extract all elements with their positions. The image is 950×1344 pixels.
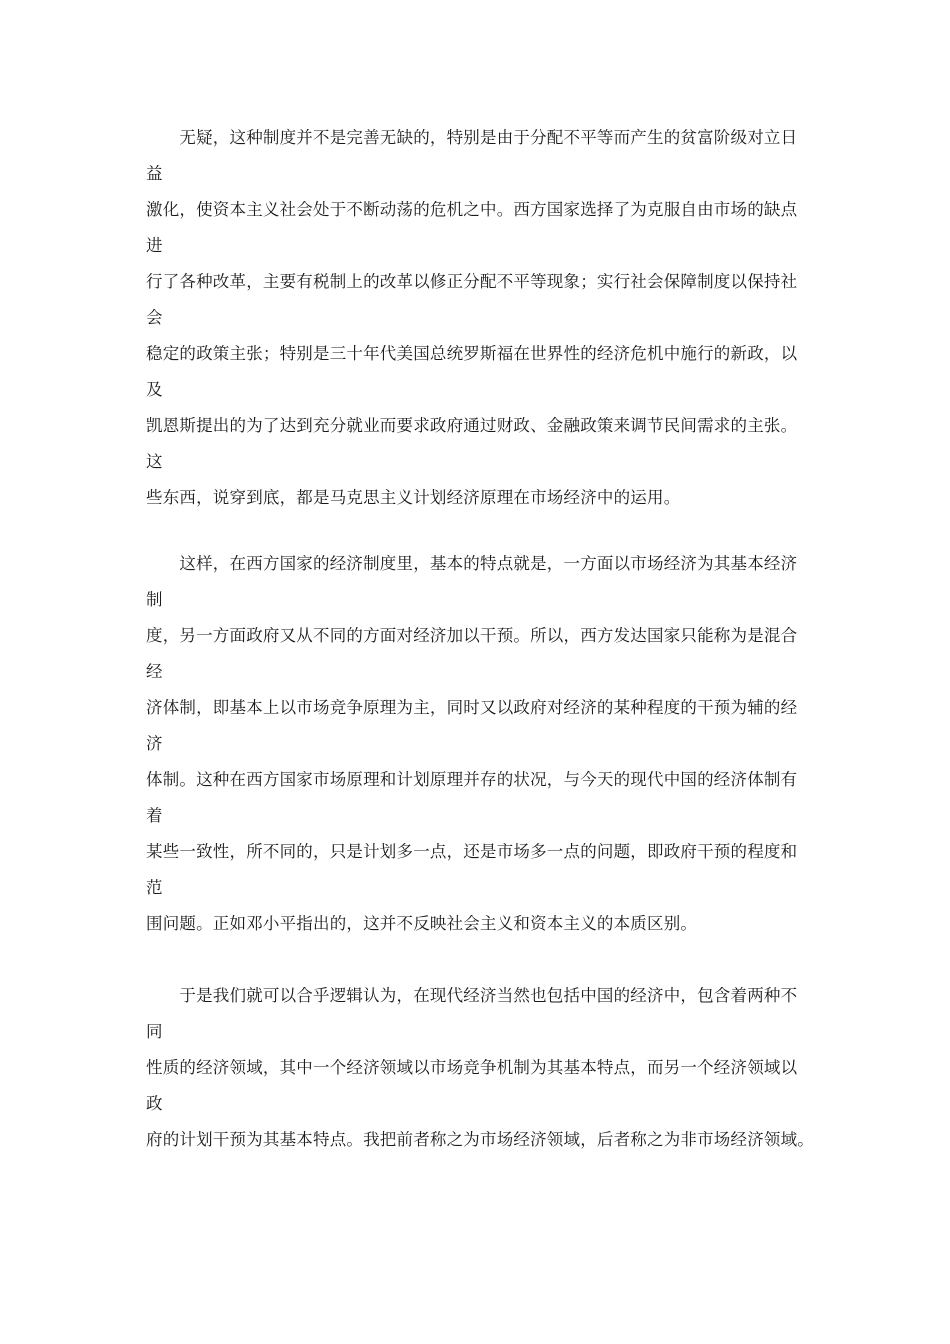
text-line: 益: [146, 164, 163, 183]
text-line: 这样，在西方国家的经济制度里，基本的特点就是，一方面以市场经济为其基本经济: [146, 554, 798, 573]
text-line: 及: [146, 380, 163, 399]
paragraph-2: [146, 546, 816, 942]
text-line: 激化，使资本主义社会处于不断动荡的危机之中。西方国家选择了为克服自由市场的缺点: [146, 200, 798, 219]
text-line: 行了各种改革，主要有税制上的改革以修正分配不平等现象；实行社会保障制度以保持社: [146, 272, 798, 291]
text-line: 于是我们就可以合乎逻辑认为，在现代经济当然也包括中国的经济中，包含着两种不: [146, 986, 798, 1005]
text-line: 无疑，这种制度并不是完善无缺的，特别是由于分配不平等而产生的贫富阶级对立日: [146, 128, 798, 147]
text-line: 着: [146, 806, 163, 825]
text-line: 同: [146, 1022, 163, 1041]
text-line: 稳定的政策主张；特别是三十年代美国总统罗斯福在世界性的经济危机中施行的新政，以: [146, 344, 798, 363]
text-line: 济: [146, 734, 163, 753]
text-line: 政: [146, 1094, 163, 1113]
paragraph-1: [146, 120, 816, 516]
text-line: 围问题。正如邓小平指出的，这并不反映社会主义和资本主义的本质区别。: [146, 914, 698, 933]
text-line: 某些一致性，所不同的，只是计划多一点，还是市场多一点的问题，即政府干预的程度和: [146, 842, 798, 861]
text-line: 经: [146, 662, 163, 681]
text-line: 这: [146, 452, 163, 471]
text-line: 府的计划干预为其基本特点。我把前者称之为市场经济领域，后者称之为非市场经济领域。: [146, 1130, 814, 1149]
text-line: 些东西，说穿到底，都是马克思主义计划经济原理在市场经济中的运用。: [146, 488, 681, 507]
text-line: 性质的经济领域，其中一个经济领域以市场竞争机制为其基本特点，而另一个经济领域以: [146, 1058, 798, 1077]
text-line: 制: [146, 590, 163, 609]
text-line: 体制。这种在西方国家市场原理和计划原理并存的状况，与今天的现代中国的经济体制有: [146, 770, 798, 789]
text-line: 凯恩斯提出的为了达到充分就业而要求政府通过财政、金融政策来调节民间需求的主张。: [146, 416, 798, 435]
text-line: 度，另一方面政府又从不同的方面对经济加以干预。所以，西方发达国家只能称为是混合: [146, 626, 798, 645]
text-line: 济体制，即基本上以市场竞争原理为主，同时又以政府对经济的某种程度的干预为辅的经: [146, 698, 798, 717]
text-line: 进: [146, 236, 163, 255]
paragraph-3: [146, 978, 816, 1158]
text-line: 范: [146, 878, 163, 897]
text-line: 会: [146, 308, 163, 327]
